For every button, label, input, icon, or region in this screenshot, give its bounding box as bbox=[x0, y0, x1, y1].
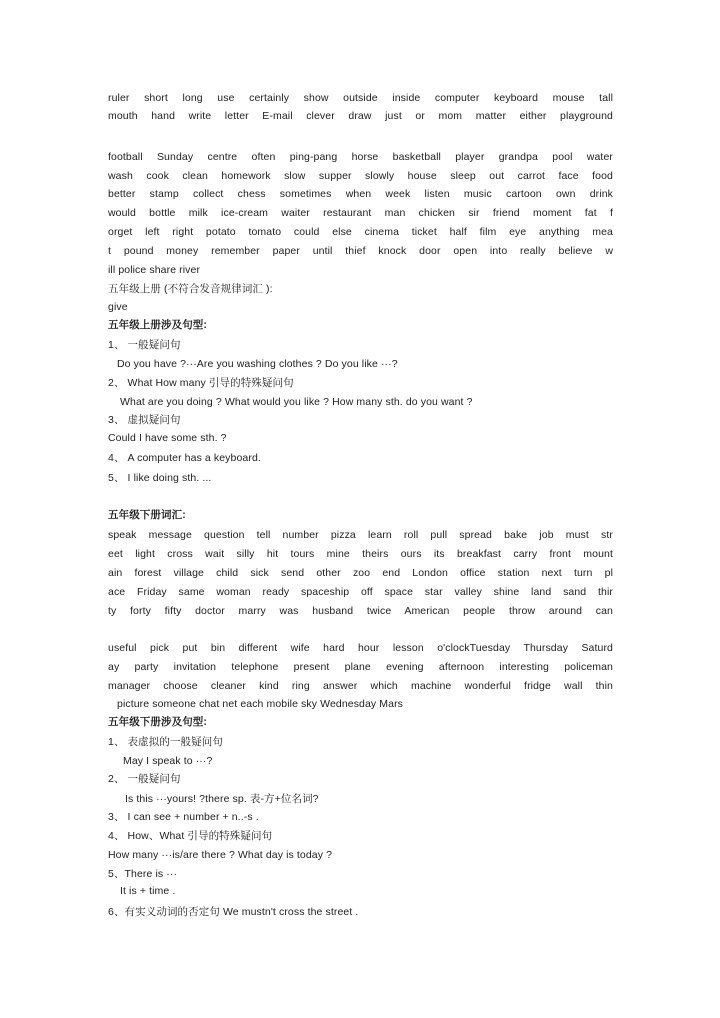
word-line: ain forest village child sick send other zoo end London office station next turn pl bbox=[108, 567, 613, 579]
section-heading: 五年级上册涉及句型: bbox=[108, 319, 207, 331]
word-line: ruler short long use certainly show outside inside computer keyboard mouse tall bbox=[108, 92, 613, 104]
irregular-words: give bbox=[108, 301, 128, 313]
word-line: mouth hand write letter E-mail clever draw just or mom matter either playground bbox=[108, 110, 613, 122]
pattern-item: 1、 一般疑问句 bbox=[108, 339, 181, 351]
pattern-item: 4、 How、What 引导的特殊疑问句 bbox=[108, 830, 273, 842]
word-line: ty forty fifty doctor marry was husband twice American people throw around can bbox=[108, 605, 613, 617]
pattern-item: 4、 A computer has a keyboard. bbox=[108, 452, 261, 464]
pattern-example: What are you doing ? What would you like ? How many sth. do you want ? bbox=[120, 396, 473, 408]
word-line: ace Friday same woman ready spaceship off space star valley shine land sand thir bbox=[108, 586, 613, 598]
section-heading: 五年级下册词汇: bbox=[108, 509, 186, 521]
pattern-example: Do you have ?···Are you washing clothes ? Do you like ···? bbox=[117, 358, 398, 370]
pattern-example: It is + time . bbox=[120, 885, 176, 897]
word-line: useful pick put bin different wife hard hour lesson o'clockTuesday Thursday Saturd bbox=[108, 642, 613, 654]
section-heading: 五年级上册 (不符合发音规律词汇 ): bbox=[108, 283, 273, 295]
word-line: better stamp collect chess sometimes when week listen music cartoon own drink bbox=[108, 188, 613, 200]
pattern-item: 2、 What How many 引导的特殊疑问句 bbox=[108, 377, 294, 389]
word-line: would bottle milk ice-cream waiter restaurant man chicken sir friend moment fat f bbox=[108, 207, 613, 219]
pattern-item: 2、 一般疑问句 bbox=[108, 773, 181, 785]
word-line: speak message question tell number pizza learn roll pull spread bake job must str bbox=[108, 529, 613, 541]
word-line: football Sunday centre often ping-pang horse basketball player grandpa pool water bbox=[108, 151, 613, 163]
pattern-item: 1、 表虚拟的一般疑问句 bbox=[108, 736, 223, 748]
pattern-item: 5、 I like doing sth. ... bbox=[108, 472, 212, 484]
pattern-item: 3、 I can see + number + n..-s . bbox=[108, 811, 259, 823]
word-line: eet light cross wait silly hit tours mine theirs ours its breakfast carry front mount bbox=[108, 548, 613, 560]
section-heading: 五年级下册涉及句型: bbox=[108, 716, 207, 728]
word-line: t pound money remember paper until thief knock door open into really believe w bbox=[108, 245, 613, 257]
word-line: wash cook clean homework slow supper slowly house sleep out carrot face food bbox=[108, 170, 613, 182]
pattern-item: 6、有实义动词的否定句 We mustn't cross the street . bbox=[108, 906, 359, 918]
pattern-example: Could I have some sth. ? bbox=[108, 432, 227, 444]
pattern-item: 3、 虚拟疑问句 bbox=[108, 414, 181, 426]
word-line: ill police share river bbox=[108, 264, 201, 276]
word-line: ay party invitation telephone present plane evening afternoon interesting policeman bbox=[108, 661, 613, 673]
pattern-example: How many ···is/are there ? What day is today ? bbox=[108, 849, 333, 861]
word-line: manager choose cleaner kind ring answer which machine wonderful fridge wall thin bbox=[108, 680, 613, 692]
pattern-example: May I speak to ···? bbox=[123, 755, 213, 767]
word-line: orget left right potato tomato could else cinema ticket half film eye anything mea bbox=[108, 226, 613, 238]
word-line: picture someone chat net each mobile sky Wednesday Mars bbox=[117, 698, 404, 710]
pattern-example: Is this ···yours! ?there sp. 表-方+位名词? bbox=[125, 793, 319, 805]
pattern-item: 5、There is ··· bbox=[108, 868, 178, 880]
